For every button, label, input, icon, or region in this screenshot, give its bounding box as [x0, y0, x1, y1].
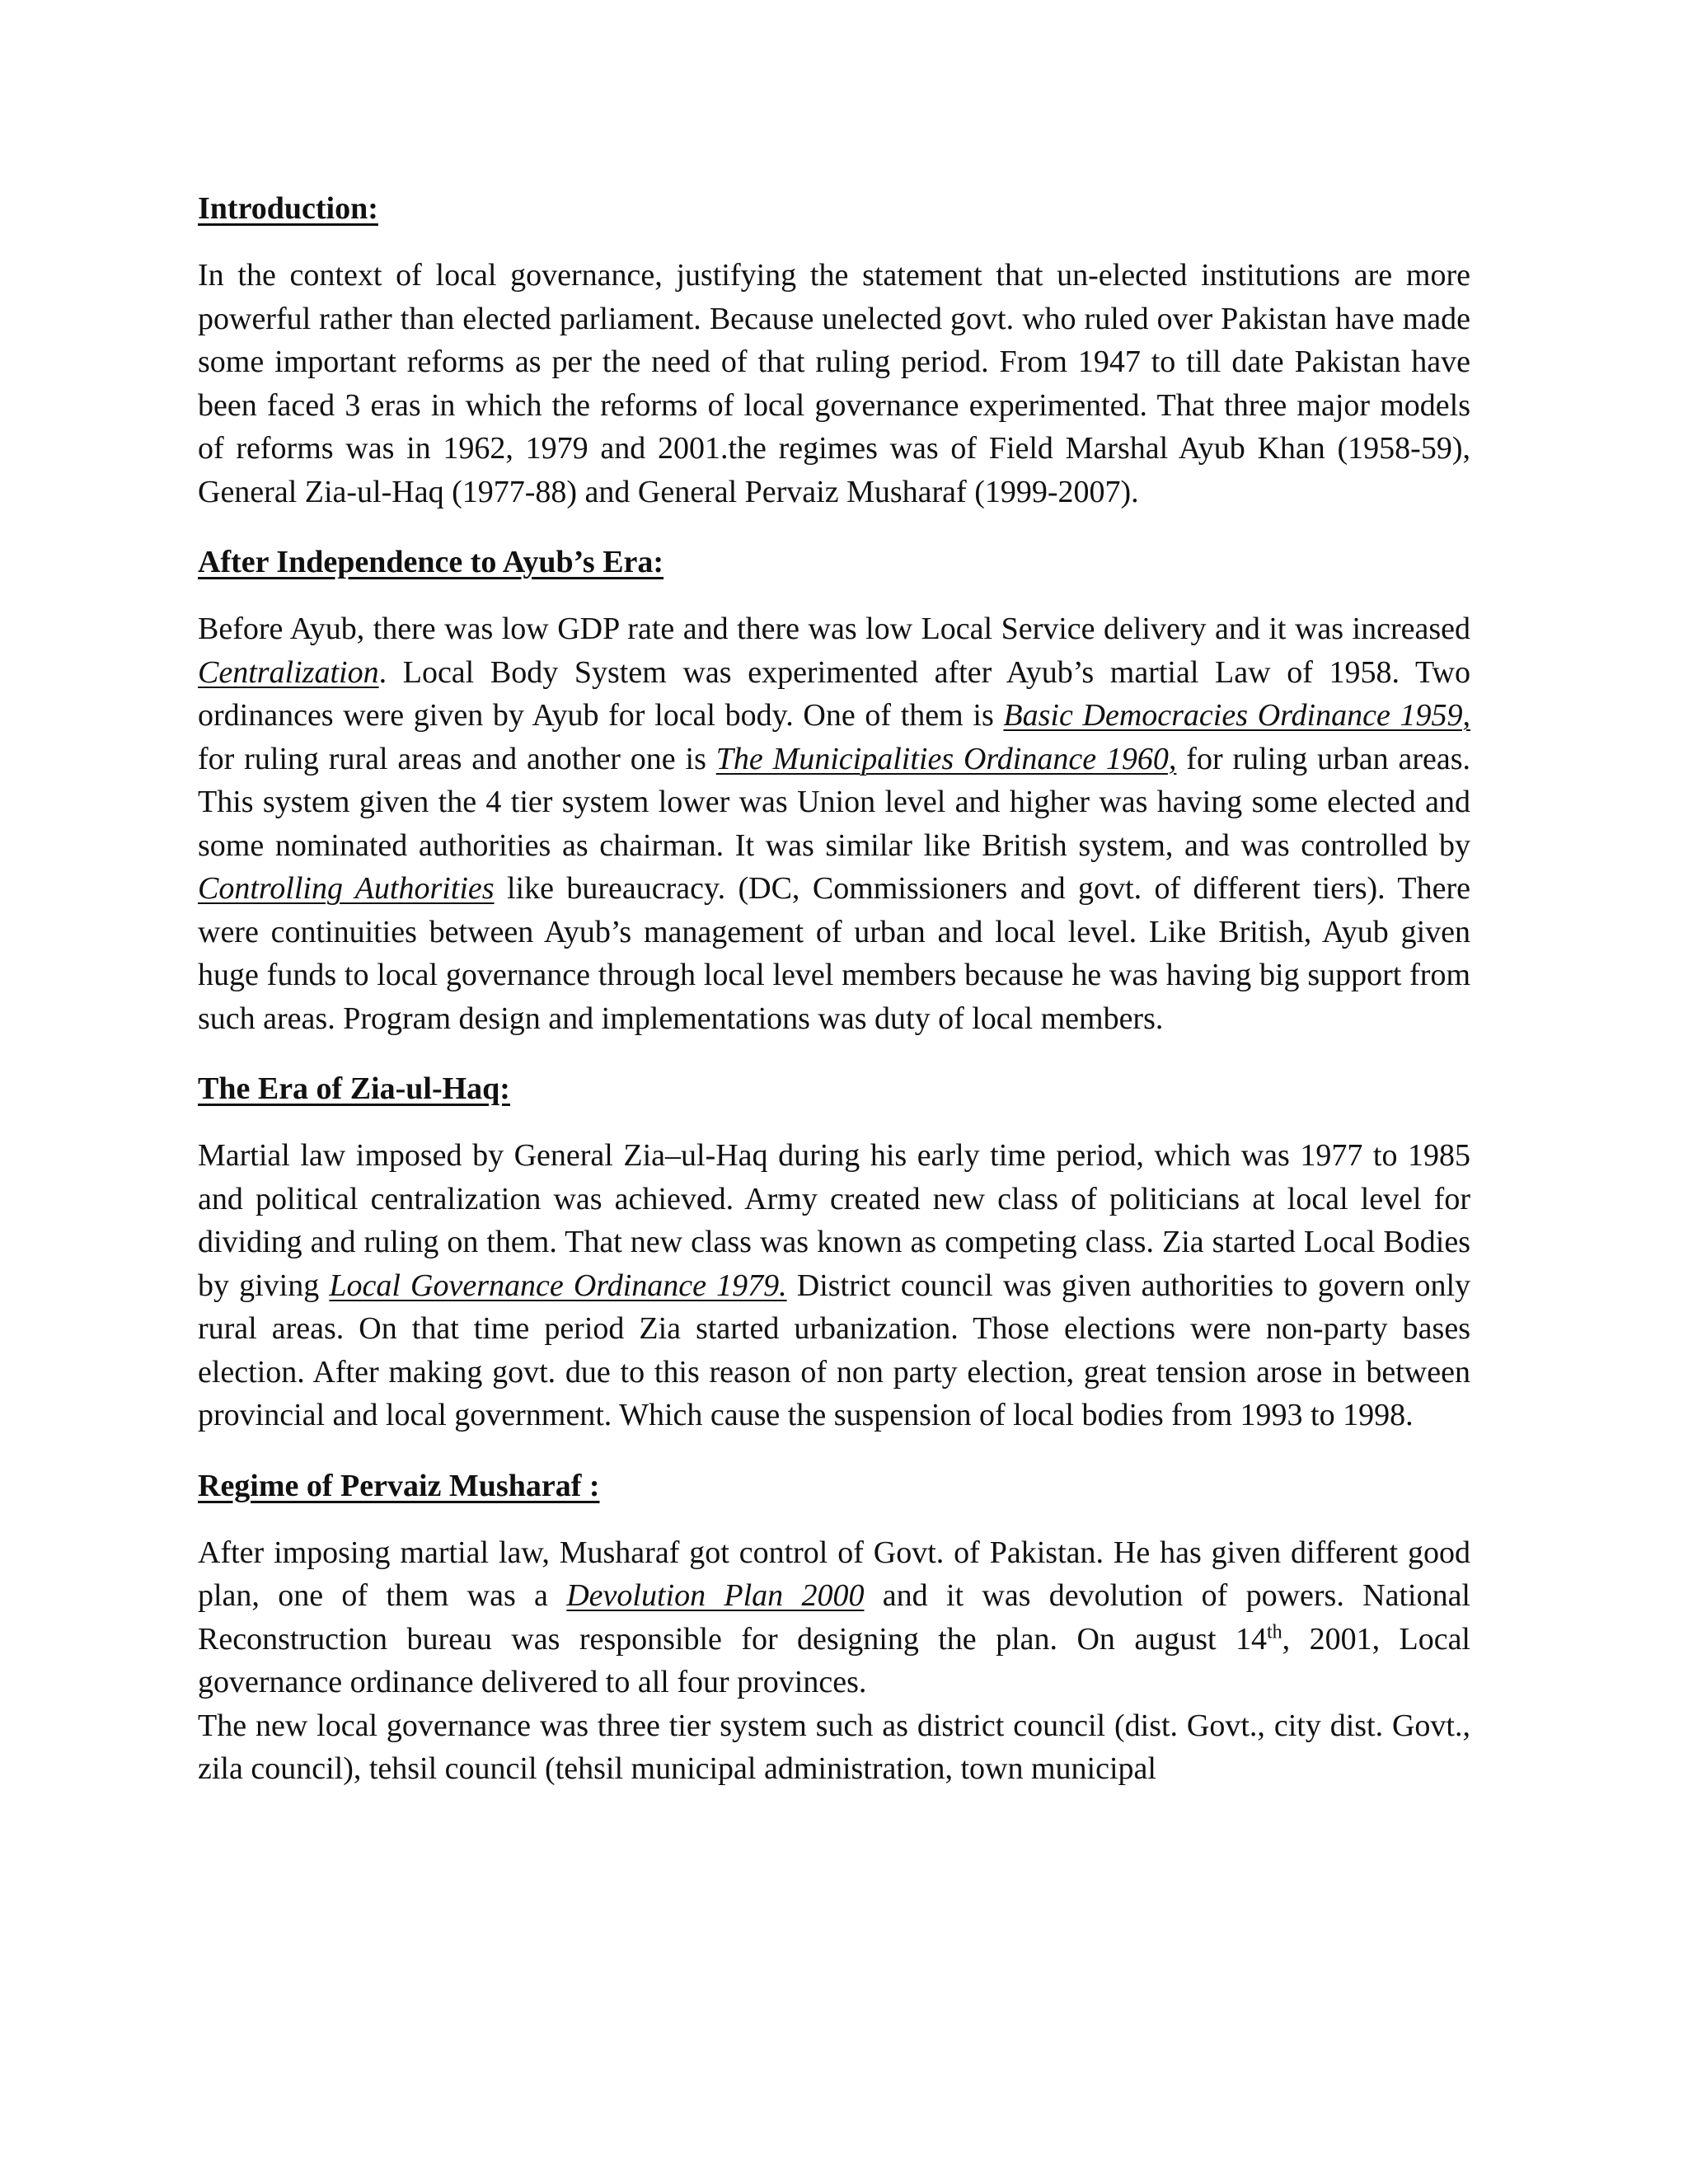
heading-musharaf-regime: Regime of Pervaiz Musharaf : — [198, 1468, 600, 1503]
heading-zia-era: The Era of Zia-ul-Haq: — [198, 1071, 510, 1106]
link-controlling-authorities[interactable]: Controlling Authorities — [198, 871, 495, 906]
text-span: , 2001, Local governance ordinance delivered to all four provinces. — [198, 1621, 1470, 1699]
text-span: for ruling urban areas. This system given the 4 tier system lower was Union level and higher was having some elected and some nominated authorities as chairman. It was similar like British system, and was controlled by — [198, 741, 1471, 863]
paragraph-zia-era — [198, 1134, 1470, 1437]
text-span: After imposing martial law, Musharaf got control of Govt. of Pakistan. He has given different good plan, one of them was a — [198, 1535, 1470, 1613]
document-page — [198, 188, 1470, 1819]
paragraph-ayub-era — [198, 607, 1470, 1040]
text-span: like bureaucracy. (DC, Commissioners and govt. of different tiers). There were continuities between Ayub’s management of urban and local level. Like British, Ayub given huge funds to local governance through local level members because he was having big support from such areas. Program design and implementations was duty of local members. — [198, 871, 1471, 1036]
text-span: Martial law imposed by General Zia–ul-Haq during his early time period, which was 1977 to 1985 and political centralization was achieved. Army created new class of politicians at local level for dividing and ruling on them. That new class was known as competing class. Zia started Local Bodies by giving — [198, 1138, 1470, 1303]
text-span: The new local governance was three tier system such as district council (dist. Govt., city dist. Govt., zila council), tehsil council (tehsil municipal administration, town municipal — [198, 1708, 1470, 1786]
text-span: Before Ayub, there was low GDP rate and there was low Local Service delivery and it was increased — [198, 612, 1470, 646]
heading-ayub-era: After Independence to Ayub’s Era: — [198, 545, 664, 579]
paragraph-musharaf-regime — [198, 1531, 1470, 1791]
text-span: . Local Body System was experimented after Ayub’s martial Law of 1958. Two ordinances were given by Ayub for local body. One of them is — [198, 654, 1470, 733]
text-span: District council was given authorities to govern only rural areas. On that time period Zia started urbanization. Those elections were non-party bases election. After making govt. due to this reason of non party election, great tension arose in between provincial and local government. Which cause the suspension of local bodies from 1993 to 1998. — [198, 1268, 1471, 1432]
paragraph-introduction: In the context of local governance, justifying the statement that un-elected institutions are more powerful rather than elected parliament. Because unelected govt. who ruled over Pakistan have made some important reforms as per the need of that ruling period. From 1947 to till date Pakistan have been faced 3 eras in which the reforms of local governance experimented. That three major models of reforms was in 1962, 1979 and 2001.the regimes was of Field Marshal Ayub Khan (1958-59), General Zia-ul-Haq (1977-88) and General Pervaiz Musharaf (1999-2007). — [198, 258, 1470, 509]
link-devolution-plan[interactable]: Devolution Plan 2000 — [566, 1578, 865, 1613]
link-centralization[interactable]: Centralization — [198, 654, 379, 690]
link-municipalities-ordinance[interactable]: The Municipalities Ordinance 1960, — [715, 741, 1177, 776]
heading-introduction: Introduction: — [198, 191, 378, 226]
link-local-governance-ordinance[interactable]: Local Governance Ordinance 1979. — [329, 1268, 787, 1303]
link-basic-democracies-ordinance[interactable]: Basic Democracies Ordinance 1959, — [1003, 698, 1470, 733]
superscript: th — [1266, 1620, 1282, 1643]
text-span: for ruling rural areas and another one is — [198, 741, 716, 776]
text-span: and it was devolution of powers. National Reconstruction bureau was responsible for designing the plan. On august 14 — [198, 1578, 1470, 1657]
